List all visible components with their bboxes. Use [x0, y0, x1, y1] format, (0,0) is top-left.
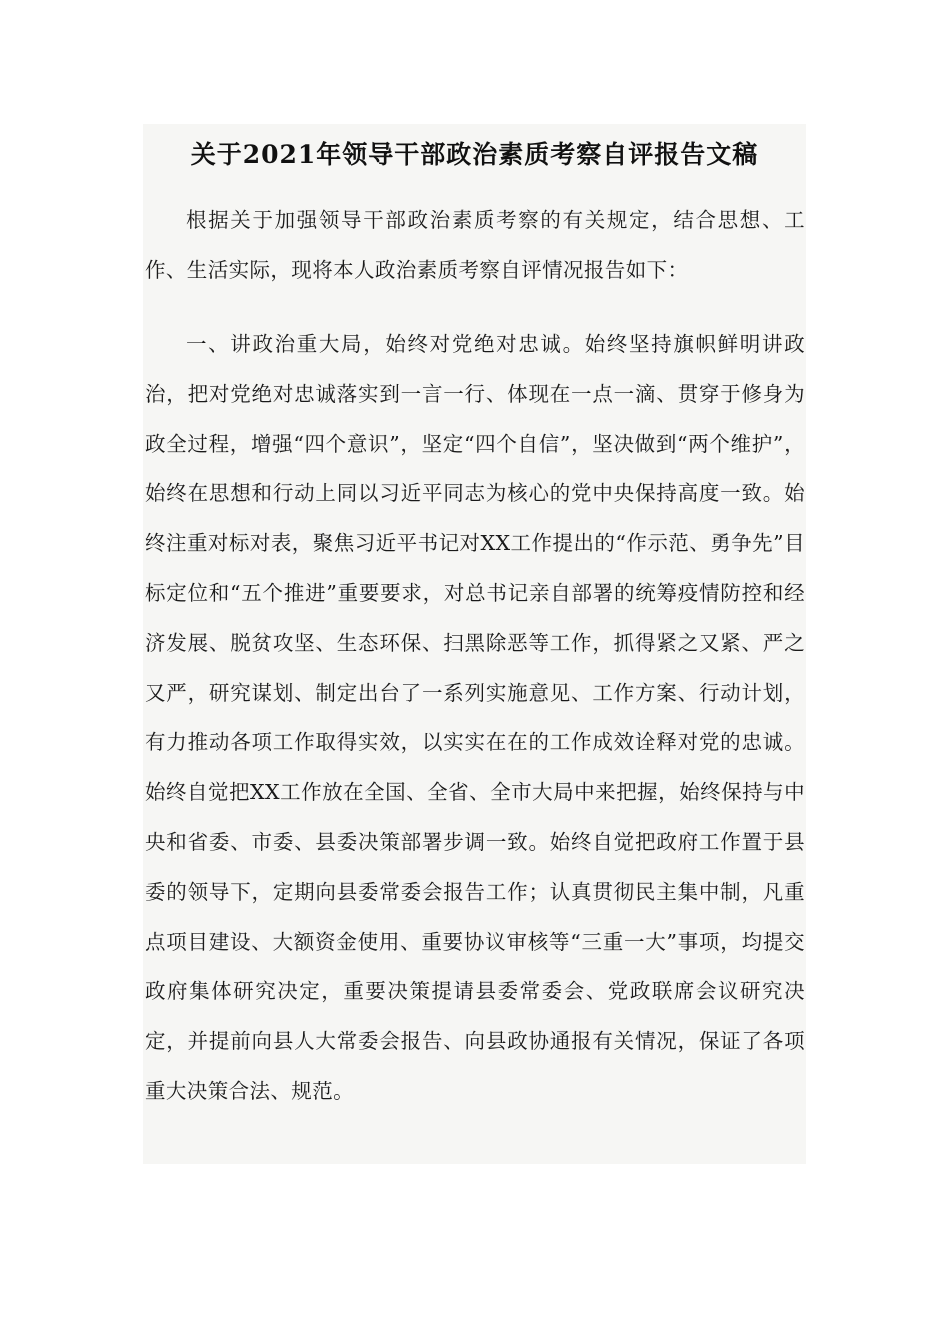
paragraph-section-one: 一、讲政治重大局，始终对党绝对忠诚。始终坚持旗帜鲜明讲政治，把对党绝对忠诚落实到一言一行、体现在一点一滴、贯穿于修身为政全过程，增强“四个意识”，坚定“四个自信”，坚决做到“两个维护”，始终在思想和行动上同以习近平同志为核心的党中央保持高度一致。始终注重对标对表，聚焦习近平书记对XX工作提出的“作示范、勇争先”目标定位和“五个推进”重要要求，对总书记亲自部署的统筹疫情防控和经济发展、脱贫攻坚、生态环保、扫黑除恶等工作，抓得紧之又紧、严之又严，研究谋划、制定出台了一系列实施意见、工作方案、行动计划，有力推动各项工作取得实效，以实实在在的工作成效诠释对党的忠诚。始终自觉把XX工作放在全国、全省、全市大局中来把握，始终保持与中央和省委、市委、县委决策部署步调一致。始终自觉把政府工作置于县委的领导下，定期向县委常委会报告工作；认真贯彻民主集中制，凡重点项目建设、大额资金使用、重要协议审核等“三重一大”事项，均提交政府集体研究决定，重要决策提请县委常委会、党政联席会议研究决定，并提前向县人大常委会报告、向县政协通报有关情况，保证了各项重大决策合法、规范。 — [145, 332, 805, 1103]
document-title: 关于2021年领导干部政治素质考察自评报告文稿 — [190, 140, 759, 169]
paragraph-intro: 根据关于加强领导干部政治素质考察的有关规定，结合思想、工作、生活实际，现将本人政治素质考察自评情况报告如下： — [145, 208, 805, 282]
